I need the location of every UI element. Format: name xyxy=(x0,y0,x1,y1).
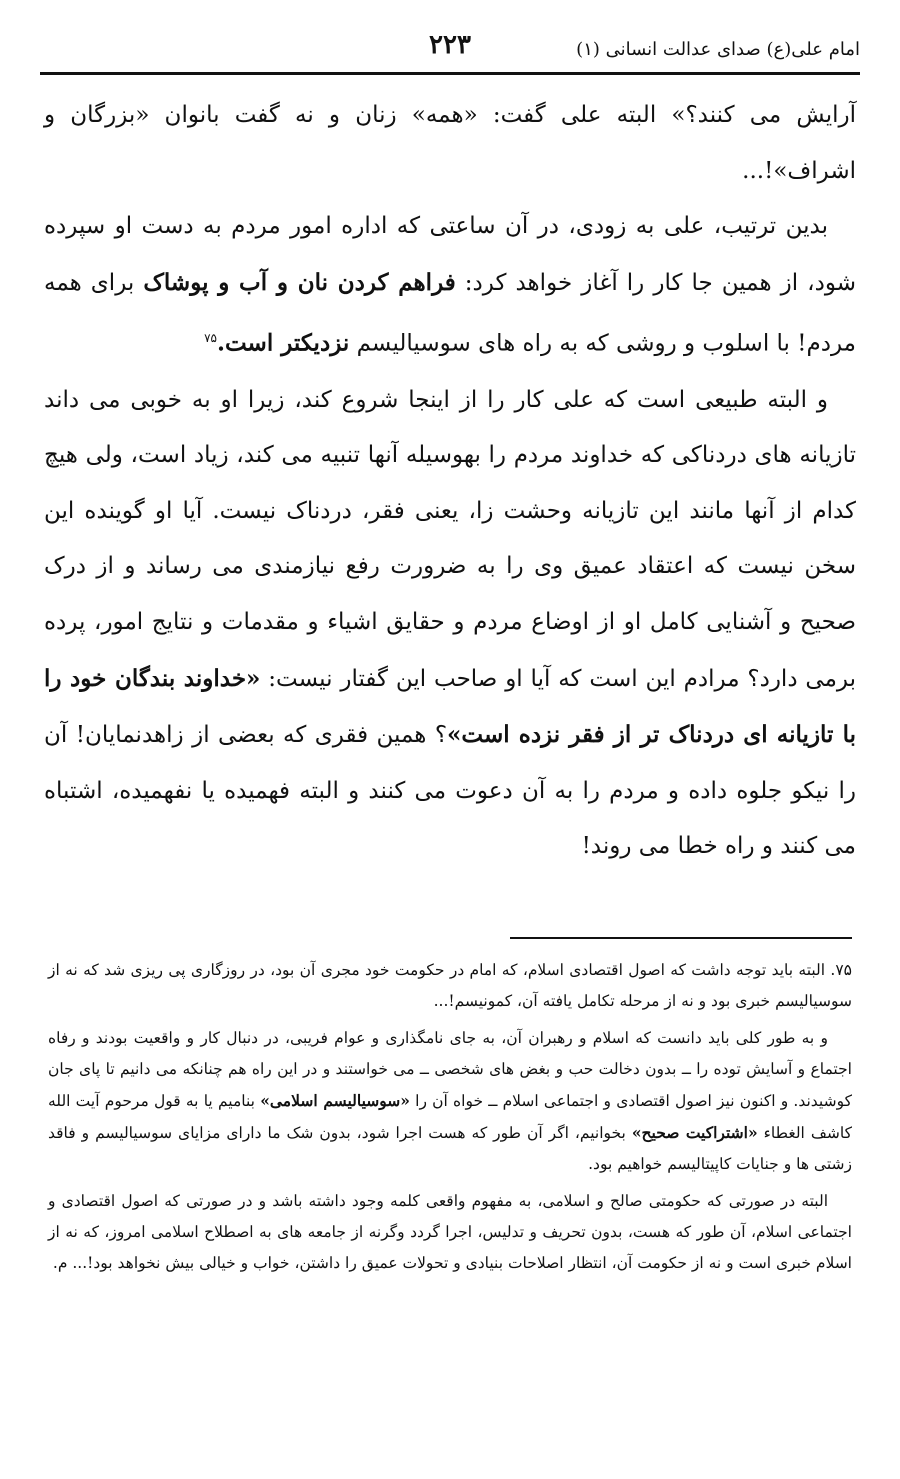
paragraph-1 xyxy=(44,88,856,199)
paragraph-2-text-b: برای همه مردم! با اسلوب و روشی که به راه های سوسیالیسم xyxy=(44,269,856,358)
header-rule xyxy=(40,72,860,75)
page-header xyxy=(40,28,860,70)
footnote-bold-a: «سوسیالیسم اسلامی» xyxy=(260,1091,410,1110)
paragraph-1-text: آرایش می کنند؟» البته علی گفت: «همه» زنان و نه گفت بانوان «بزرگان و اشراف»!... xyxy=(44,102,856,184)
footnote-text-b: بنامیم یا به قول مرحوم آیت الله کاشف الغطاء xyxy=(48,1092,852,1142)
footnote-reference[interactable]: ۷۵ xyxy=(204,331,217,346)
footnotes xyxy=(48,955,852,1285)
paragraph-2-text-a: بدین ترتیب، علی به زودی، در آن ساعتی که اداره امور مردم به دست او سپرده شود، از همین جا کار را آغاز خواهد کرد: xyxy=(44,213,856,296)
paragraph-2 xyxy=(44,199,856,372)
footnote-text-c: بخوانیم، اگر آن طور که هست اجرا شود، بدون شک ما دارای مزایای سوسیالیسم و فاقد زشتی ها و جنایات کاپیتالیسم خواهیم بود. xyxy=(48,1124,852,1173)
page-number: ۲۲۳ xyxy=(429,30,471,60)
main-text xyxy=(44,88,856,875)
footnote-bold-b: «اشتراکیت صحیح» xyxy=(631,1123,758,1142)
paragraph-3-text-a: و البته طبیعی است که علی کار را از اینجا شروع کند، زیرا او به خوبی می داند تازیانه های دردناکی که خداوند مردم را بهوسیله آنها تنبیه می کند، زیاد است، ولی هیچ کدام از آنها مانند این تازیانه وحشت زا، یعنی فقر، دردناک نیست. آیا او گوینده این سخن نیست که اعتقاد عمیق وی را به ضرورت رفع نیازمندی می رساند و از درک صحیح و آشنایی کامل او از اوضاع مردم و حقایق اشیاء و مقدمات و نتایج امور، پرده برمی دارد؟ مرادم این است که آیا او صاحب این گفتار نیست: xyxy=(44,386,857,692)
running-title: امام علی(ع) صدای عدالت انسانی (۱) xyxy=(576,38,860,60)
paragraph-3 xyxy=(44,373,856,875)
paragraph-2-bold-a: فراهم کردن نان و آب و پوشاک xyxy=(143,268,456,296)
paragraph-3-quote: «خداوند بندگان خود را با تازیانه ای دردناک تر از فقر نزده است» xyxy=(44,664,856,749)
footnote-75-cont-1 xyxy=(48,1023,852,1180)
footnote-75 xyxy=(48,955,852,1017)
paragraph-2-bold-b: نزدیکتر است. xyxy=(216,330,350,358)
footnote-rule xyxy=(510,937,852,939)
footnote-75-cont-2 xyxy=(48,1186,852,1279)
footnote-text-a: و به طور کلی باید دانست که اسلام و رهبران آن، به جای نامگذاری و عوام فریبی، در دنبال کار و واقعیت بودند و رفاه اجتماع و آسایش توده را ــ بدون دخالت حب و بغض های شخصی ــ می خواستند و در این راه هم چنانکه می دانیم تا پای جان کوشیدند. و اکنون نیز اصول اقتصادی و اجتماعی اسلام ــ خواه آن را xyxy=(48,1029,852,1110)
paragraph-3-text-b: ؟ همین فقری که بعضی از زاهدنمایان! آن را نیکو جلوه داده و مردم را به آن دعوت می کنند و البته فهمیده یا نفهمیده، اشتباه می کنند و راه خطا می روند! xyxy=(44,722,856,860)
footnote-text-d: البته در صورتی که حکومتی صالح و اسلامی، به مفهوم واقعی کلمه وجود داشته باشد و در صورتی که اصول اقتصادی و اجتماعی اسلام، آن طور که هست، بدون تحریف و تدلیس، اجرا گردد وگرنه از جامعه های به اصطلاح اسلامی امروز، که نه از اسلام خبری است و نه از حکومت آن، انتظار اصلاحات بنیادی و تحولات عمیق را داشتن، خواب و خیالی بیش نخواهد بود!... م. xyxy=(48,1192,852,1272)
footnote-75-text: ۷۵. البته باید توجه داشت که اصول اقتصادی اسلام، که امام در حکومت خود مجری آن بود، در روزگاری پی ریزی شد که نه از سوسیالیسم خبری بود و نه از مرحله تکامل یافته آن، کمونیسم!... xyxy=(48,961,852,1010)
